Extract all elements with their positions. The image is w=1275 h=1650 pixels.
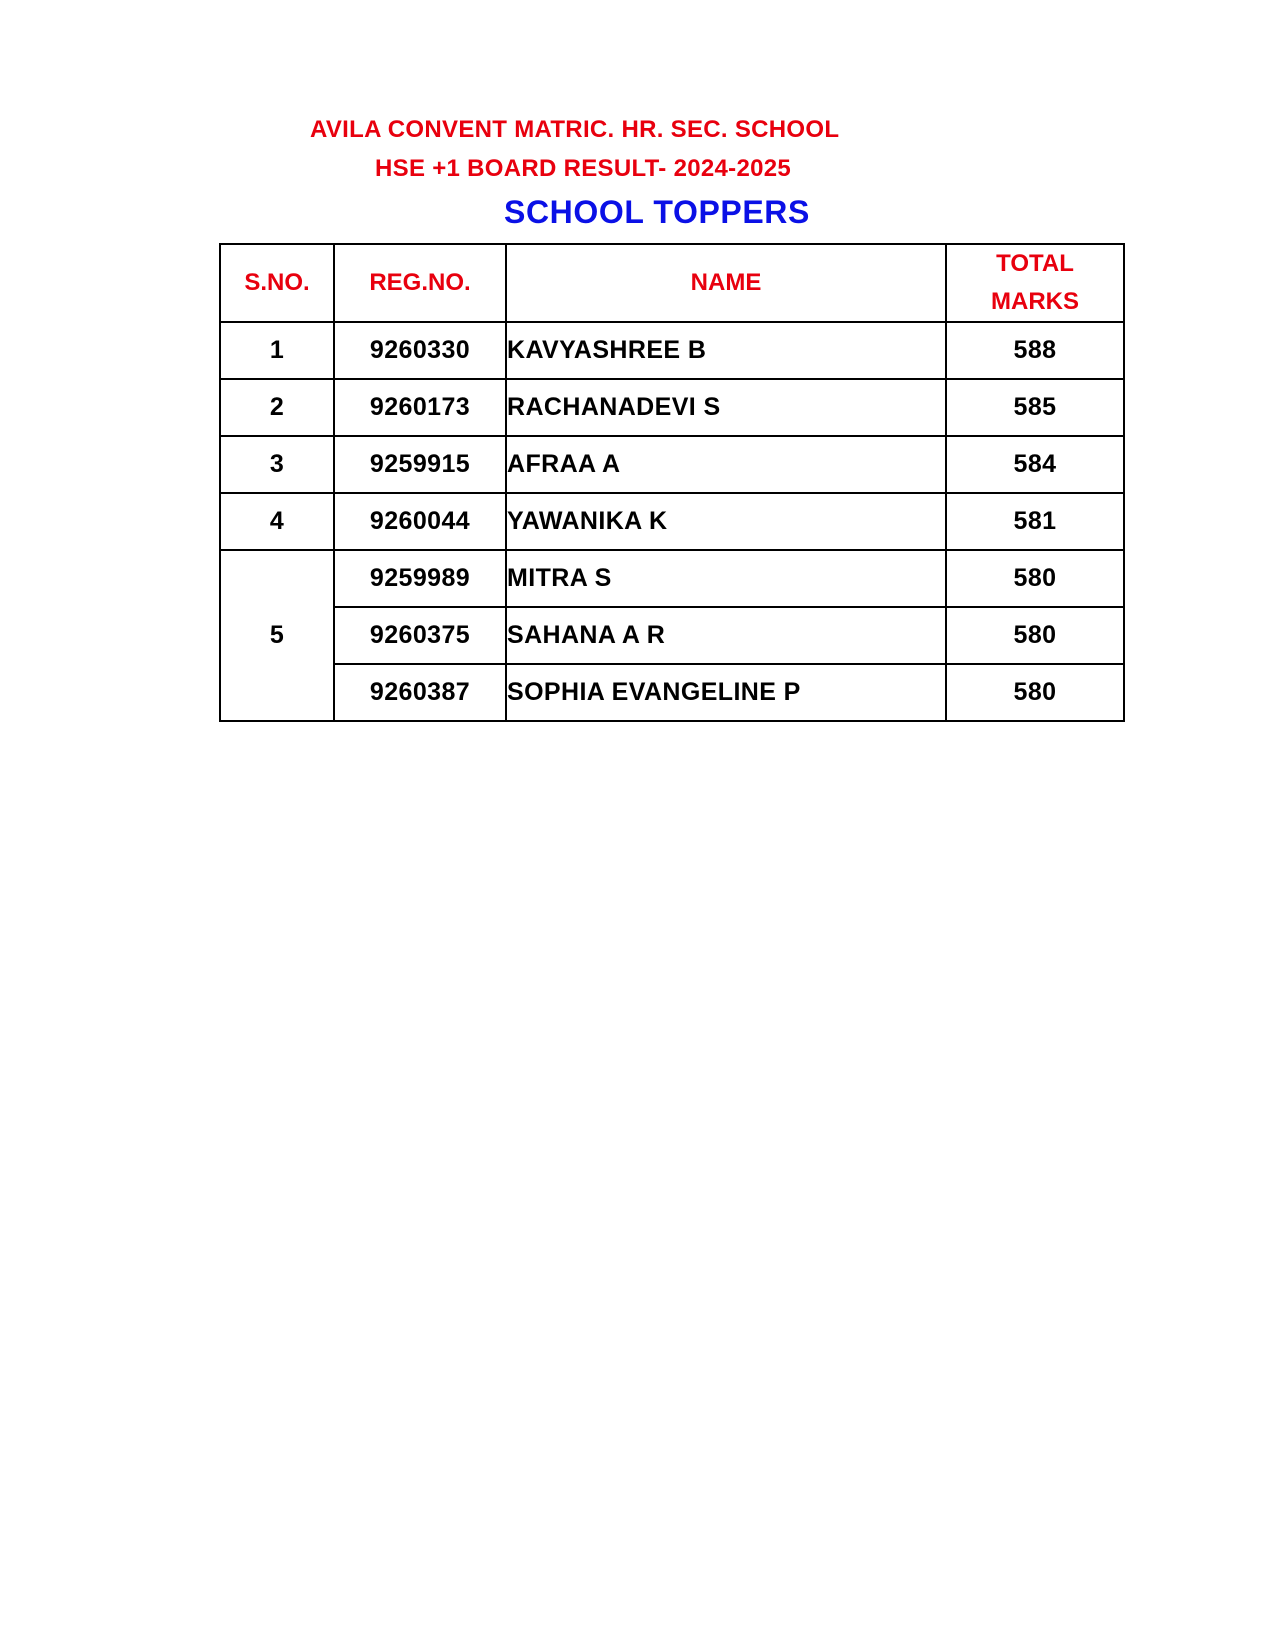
- cell-reg-no: 9260044: [334, 493, 506, 550]
- column-header-total-line1: TOTAL: [996, 250, 1074, 277]
- table-header: [220, 244, 1124, 322]
- table-row: [220, 322, 1124, 379]
- cell-reg-no: 9259915: [334, 436, 506, 493]
- table-body: [220, 322, 1124, 721]
- cell-total-marks: 585: [946, 379, 1124, 436]
- cell-name: AFRAA A: [506, 436, 946, 493]
- cell-total-marks: 580: [946, 664, 1124, 721]
- result-title: HSE +1 BOARD RESULT- 2024-2025: [375, 155, 792, 182]
- cell-sno-merged: 5: [220, 550, 334, 721]
- cell-sno: 4: [220, 493, 334, 550]
- table-row: [220, 550, 1124, 607]
- cell-total-marks: 581: [946, 493, 1124, 550]
- section-title: SCHOOL TOPPERS: [504, 194, 810, 230]
- table-header-row: [220, 244, 1124, 322]
- column-header-sno: S.NO.: [220, 244, 334, 322]
- table-row: [220, 436, 1124, 493]
- cell-name: SOPHIA EVANGELINE P: [506, 664, 946, 721]
- cell-total-marks: 584: [946, 436, 1124, 493]
- cell-sno: 2: [220, 379, 334, 436]
- cell-name: SAHANA A R: [506, 607, 946, 664]
- table-row: [220, 379, 1124, 436]
- cell-name: MITRA S: [506, 550, 946, 607]
- table-row: [220, 607, 1124, 664]
- cell-sno: 1: [220, 322, 334, 379]
- column-header-total-line2: MARKS: [991, 288, 1079, 315]
- cell-reg-no: 9260375: [334, 607, 506, 664]
- cell-sno: 3: [220, 436, 334, 493]
- cell-reg-no: 9260330: [334, 322, 506, 379]
- column-header-name: NAME: [506, 244, 946, 322]
- table-row: [220, 493, 1124, 550]
- cell-reg-no: 9259989: [334, 550, 506, 607]
- column-header-total-marks: [946, 244, 1124, 322]
- cell-total-marks: 588: [946, 322, 1124, 379]
- column-header-reg-no: REG.NO.: [334, 244, 506, 322]
- cell-name: YAWANIKA K: [506, 493, 946, 550]
- cell-name: KAVYASHREE B: [506, 322, 946, 379]
- cell-reg-no: 9260387: [334, 664, 506, 721]
- cell-name: RACHANADEVI S: [506, 379, 946, 436]
- school-name: AVILA CONVENT MATRIC. HR. SEC. SCHOOL: [310, 116, 840, 143]
- cell-total-marks: 580: [946, 550, 1124, 607]
- cell-reg-no: 9260173: [334, 379, 506, 436]
- table-row: [220, 664, 1124, 721]
- cell-total-marks: 580: [946, 607, 1124, 664]
- toppers-table: [219, 243, 1125, 722]
